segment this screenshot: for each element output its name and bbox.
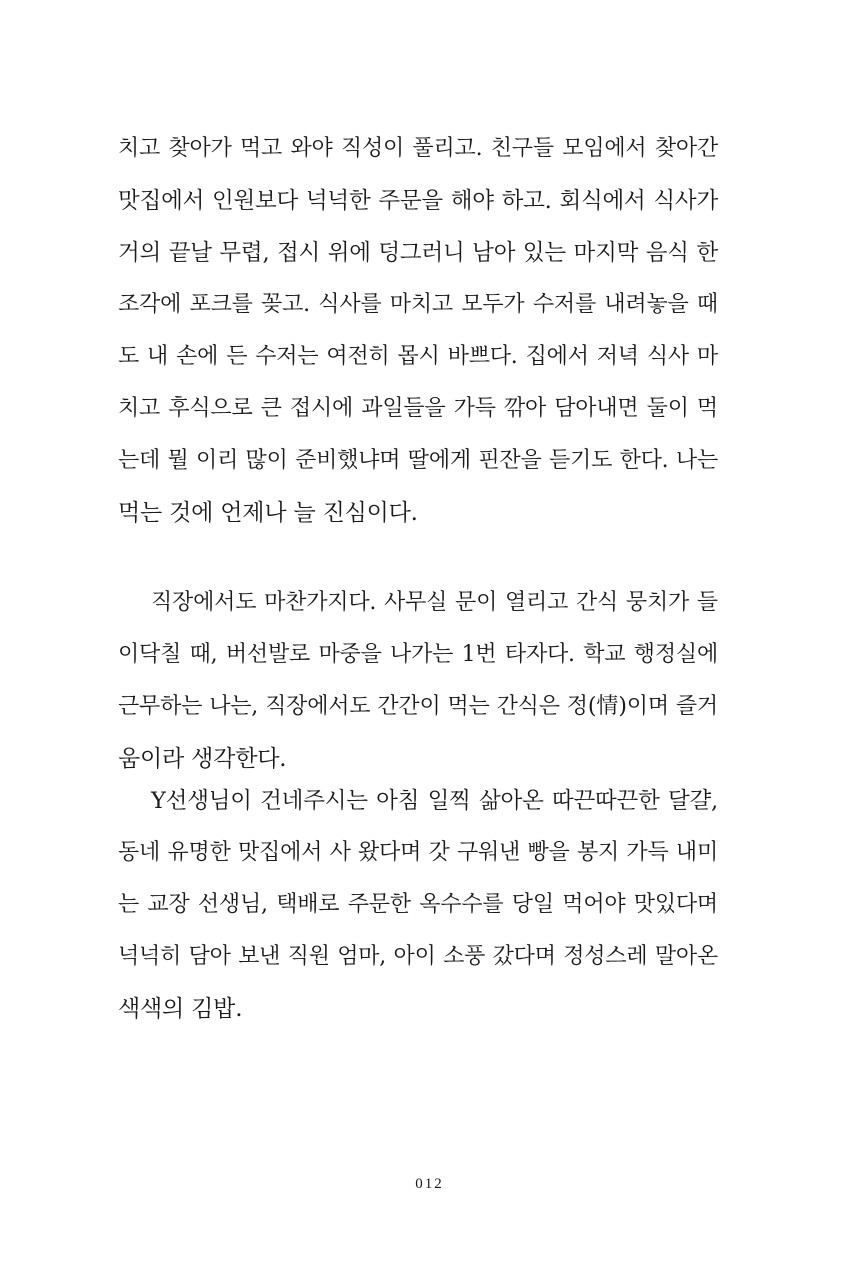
text-line: 치고 찾아가 먹고 와야 직성이 풀리고. 친구들 모임에서 찾아간 (118, 136, 718, 161)
text-line: 이닥칠 때, 버선발로 마중을 나가는 1번 타자다. 학교 행정실에 (118, 642, 718, 667)
text-line: 먹는 것에 언제나 늘 진심이다. (118, 500, 418, 526)
text-line: 치고 후식으로 큰 접시에 과일들을 가득 깎아 담아내면 둘이 먹 (118, 396, 718, 421)
text-line: 조각에 포크를 꽂고. 식사를 마치고 모두가 수저를 내려놓을 때 (118, 292, 718, 317)
paragraph-1 (118, 123, 718, 539)
text-line: 동네 유명한 맛집에서 사 왔다며 갓 구워낸 빵을 봉지 가득 내미 (118, 840, 718, 865)
text-line: 도 내 손에 든 수저는 여전히 몹시 바쁘다. 집에서 저녁 식사 마 (118, 344, 718, 369)
text-line: 움이라 생각한다. (118, 746, 287, 772)
text-line: 근무하는 나는, 직장에서도 간간이 먹는 간식은 정(情)이며 즐거 (118, 694, 718, 719)
text-line: 색색의 김밥. (118, 996, 243, 1022)
text-line: Y선생님이 건네주시는 아침 일찍 삶아온 따끈따끈한 달걀, (151, 788, 718, 814)
paragraph-3 (118, 775, 718, 1035)
text-line: 맛집에서 인원보다 넉넉한 주문을 해야 하고. 회식에서 식사가 (118, 188, 718, 214)
text-line: 직장에서도 마찬가지다. 사무실 문이 열리고 간식 뭉치가 들 (151, 590, 718, 615)
text-line: 는데 뭘 이리 많이 준비했냐며 딸에게 핀잔을 듣기도 한다. 나는 (118, 448, 718, 473)
text-line: 거의 끝날 무렵, 접시 위에 덩그러니 남아 있는 마지막 음식 한 (118, 240, 718, 266)
text-line: 는 교장 선생님, 택배로 주문한 옥수수를 당일 먹어야 맛있다며 (118, 892, 718, 917)
paragraph-2 (118, 577, 718, 785)
text-line: 넉넉히 담아 보낸 직원 엄마, 아이 소풍 갔다며 정성스레 말아온 (118, 944, 718, 969)
page-number: 012 (415, 1176, 444, 1192)
